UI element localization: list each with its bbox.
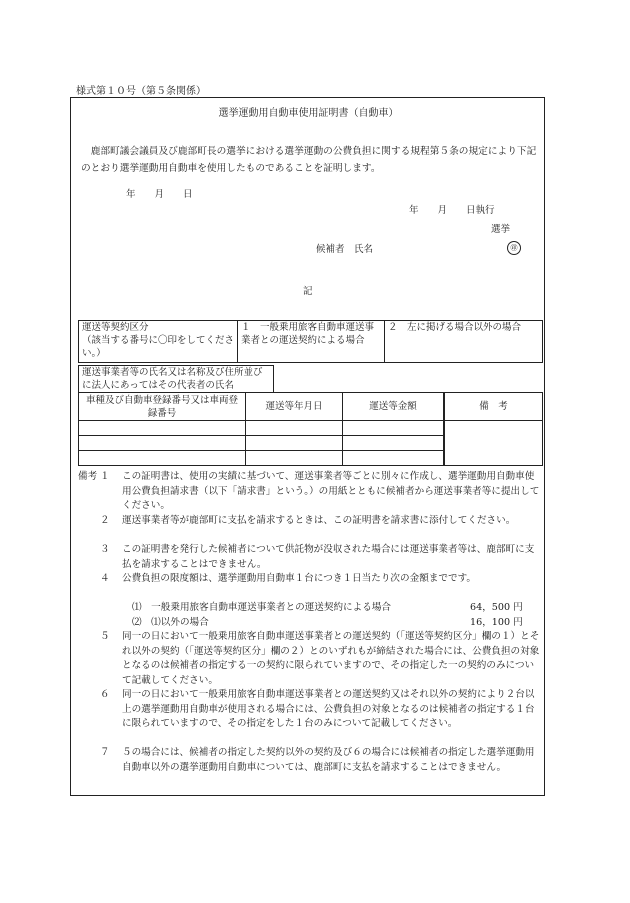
ki-heading: 記: [303, 286, 313, 297]
table-cell[interactable]: [79, 451, 246, 466]
remark-text: この証明書は、使用の実績に基づいて、運送事業者等ごとに別々に作成し、選挙運動用自動車使用公費負担請求書（以下「請求書」という。）の用紙とともに候補者から運送事業者等に提出してください。: [122, 471, 540, 511]
table-cell[interactable]: [343, 436, 444, 451]
seal-mark-icon: ㊞: [507, 241, 521, 255]
remarks-cell[interactable]: [445, 421, 543, 466]
remark-number: ４: [100, 573, 110, 584]
form-number-label: 様式第１０号（第５条関係）: [76, 86, 206, 97]
usage-table: [78, 392, 444, 466]
limit-1-amount: 64，500 円: [470, 602, 523, 613]
table-cell[interactable]: [79, 436, 246, 451]
remark-text: 運送事業者等が鹿部町に支払を請求するときは、この証明書を請求書に添付してください。: [122, 515, 516, 526]
contract-option-2: ２ 左に掲げる場合以外の場合: [385, 321, 543, 363]
election-label: 選挙: [491, 224, 511, 235]
contract-type-table: [78, 320, 543, 363]
carrier-name-label: 運送事業者等の氏名又は名称及び住所並びに法人にあってはその代表者の氏名: [79, 366, 274, 393]
remark-number: ６: [100, 689, 110, 700]
remark-number: ２: [100, 515, 110, 526]
remark-number: ３: [100, 544, 110, 555]
date-header: 運送等年月日: [246, 393, 343, 421]
election-execution-date: 年 月 日執行: [409, 205, 495, 216]
table-cell[interactable]: [246, 421, 343, 436]
certification-date: 年 月 日: [126, 189, 193, 200]
remark-number: １: [100, 471, 110, 482]
document-title: 選挙運動用自動車使用証明書（自動車）: [218, 108, 399, 119]
limit-2-amount: 16，100 円: [470, 617, 523, 628]
carrier-table: [78, 365, 274, 393]
vehicle-header: 車種及び自動車登録番号又は車両登録番号: [79, 393, 246, 421]
contract-type-label: 運送等契約区分 （該当する番号に〇印をしてください。）: [79, 321, 238, 363]
remark-text: 同一の日において一般乗用旅客自動車運送事業者との運送契約（「運送等契約区分」欄の１）とそれ以外の契約（「運送等契約区分」欄の２）とのいずれもが締結された場合には、公費負担の対象となるのは候補者の指定する一の契約に限られていますので、その指定した一の契約のみについて記載してください。: [122, 631, 540, 686]
remarks-header: 備 考: [445, 393, 543, 421]
remarks-column: [444, 392, 543, 466]
table-cell[interactable]: [343, 451, 444, 466]
certification-statement: 鹿部町議会議員及び鹿部町長の選挙における選挙運動の公費負担に関する規程第５条の規定により下記のとおり選挙運動用自動車を使用したものであることを証明します。: [81, 146, 537, 174]
remark-text: 公費負担の限度額は、選挙運動用自動車１台につき１日当たり次の金額までです。: [122, 573, 477, 584]
contract-option-1: １ 一般乗用旅客自動車運送事業者との運送契約による場合: [238, 321, 385, 363]
table-cell[interactable]: [246, 451, 343, 466]
amount-header: 運送等金額: [343, 393, 444, 421]
table-cell[interactable]: [343, 421, 444, 436]
remark-text: 同一の日において一般乗用旅客自動車運送事業者との運送契約又はそれ以外の契約により２台以上の選挙運動用自動車が使用される場合には、公費負担の対象となるのは候補者の指定する１台に限られていますので、その指定をした１台のみについて記載してください。: [122, 689, 535, 729]
limit-1-label: ⑴ 一般乗用旅客自動車運送事業者との運送契約による場合: [132, 602, 392, 613]
remark-number: ７: [100, 747, 110, 758]
table-cell[interactable]: [79, 421, 246, 436]
table-cell[interactable]: [246, 436, 343, 451]
limit-2-label: ⑵ ⑴以外の場合: [132, 617, 209, 628]
remark-number: ５: [100, 631, 110, 642]
remark-text: この証明書を発行した候補者について供託物が没収された場合には運送事業者等は、鹿部町に支払を請求することはできません。: [122, 544, 535, 570]
certificate-frame: [70, 97, 545, 796]
remarks-heading: 備考: [78, 471, 98, 482]
remark-text: ５の場合には、候補者の指定した契約以外の契約及び６の場合には候補者の指定した選挙運動用自動車以外の選挙運動用自動車については、鹿部町に支払を請求することはできません。: [122, 747, 535, 773]
candidate-name-label: 候補者 氏名: [316, 244, 374, 255]
